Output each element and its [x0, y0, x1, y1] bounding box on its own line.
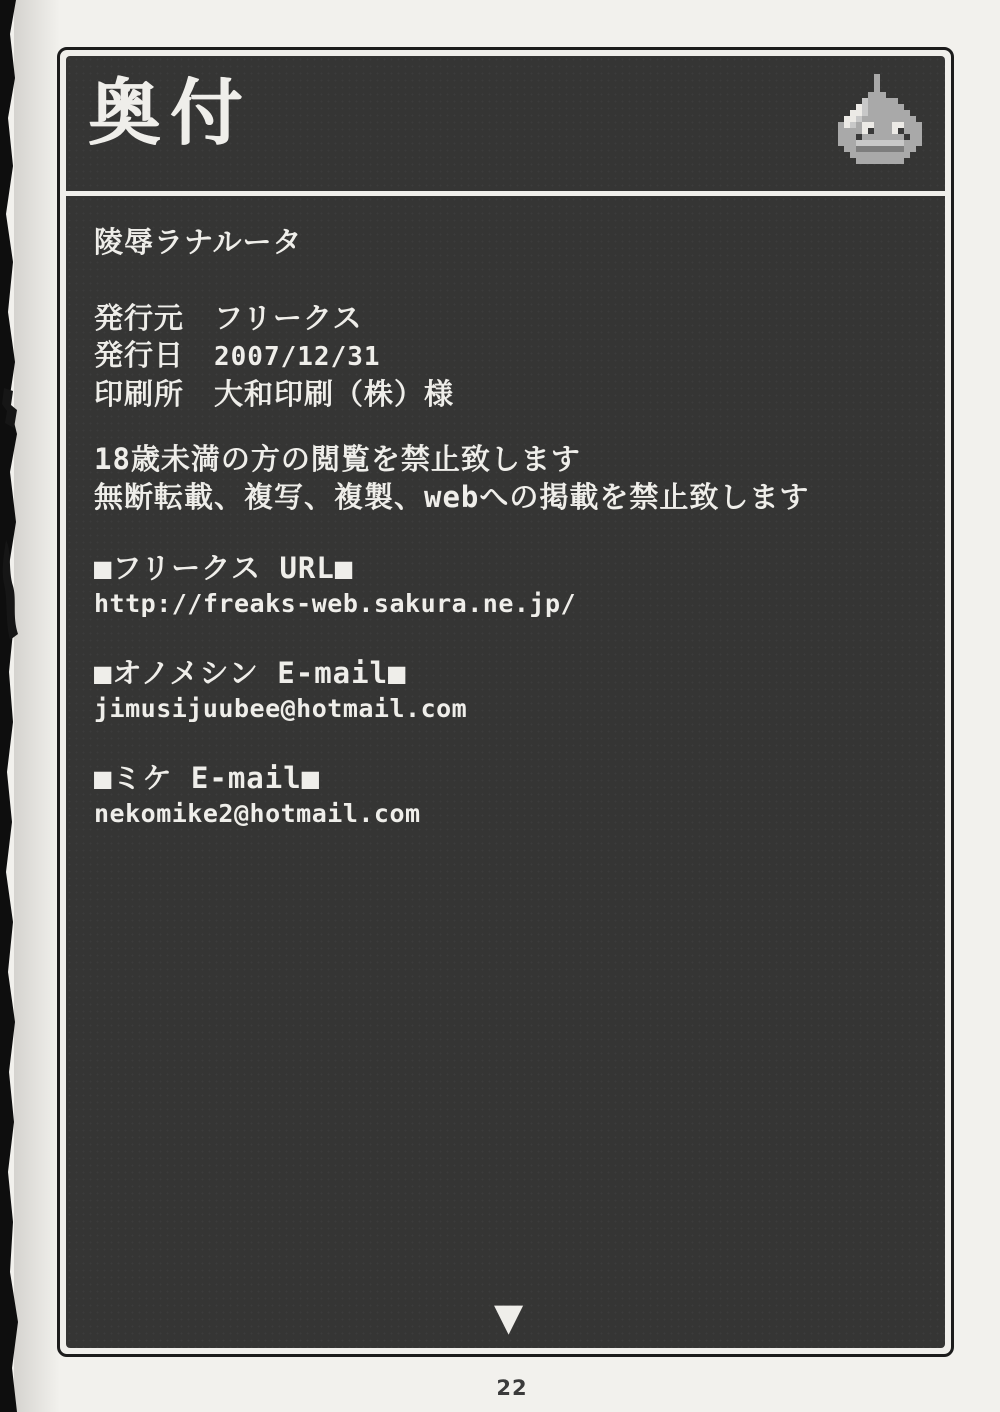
- work-title: 陵辱ラナルータ: [94, 225, 303, 259]
- publication-info: [94, 300, 925, 413]
- publication-value: 大和印刷（株）様: [214, 377, 455, 411]
- contact-email: nekomike2@hotmail.com: [94, 799, 421, 828]
- torn-paper-edge: [0, 0, 30, 1412]
- colophon-body: [66, 196, 945, 1348]
- publication-label: 発行日: [94, 338, 185, 372]
- publication-value: フリークス: [214, 301, 363, 335]
- publication-label: 印刷所: [94, 377, 185, 411]
- contact-heading: ■フリークス URL■: [94, 551, 354, 585]
- publication-row-publisher: [94, 300, 925, 337]
- publication-value: 2007/12/31: [214, 342, 381, 372]
- notices: [94, 440, 925, 516]
- contact-email-mike: [94, 760, 925, 832]
- down-triangle-icon: ▼: [494, 1295, 524, 1339]
- publication-row-printer: [94, 376, 925, 413]
- notice-line: 18歳未満の方の閲覧を禁止致します: [94, 442, 581, 476]
- contact-heading: ■オノメシン E-mail■: [94, 656, 407, 690]
- colophon-panel: [57, 47, 954, 1357]
- publication-label: 発行元: [94, 301, 185, 335]
- page-number: 22: [496, 1376, 528, 1400]
- contact-email: jimusijuubee@hotmail.com: [94, 694, 468, 723]
- contact-url: http://freaks-web.sakura.ne.jp/: [94, 589, 577, 618]
- colophon-panel-fill: [66, 56, 945, 1348]
- publication-row-date: [94, 337, 925, 376]
- notice-line: 無断転載、複写、複製、webへの掲載を禁止致します: [94, 480, 810, 514]
- page-title: 奥付: [88, 71, 253, 155]
- contact-circle-url: [94, 550, 925, 622]
- contact-email-onomeshin: [94, 655, 925, 727]
- colophon-header: [66, 56, 945, 191]
- slime-icon: [832, 74, 928, 164]
- contact-heading: ■ミケ E-mail■: [94, 761, 321, 795]
